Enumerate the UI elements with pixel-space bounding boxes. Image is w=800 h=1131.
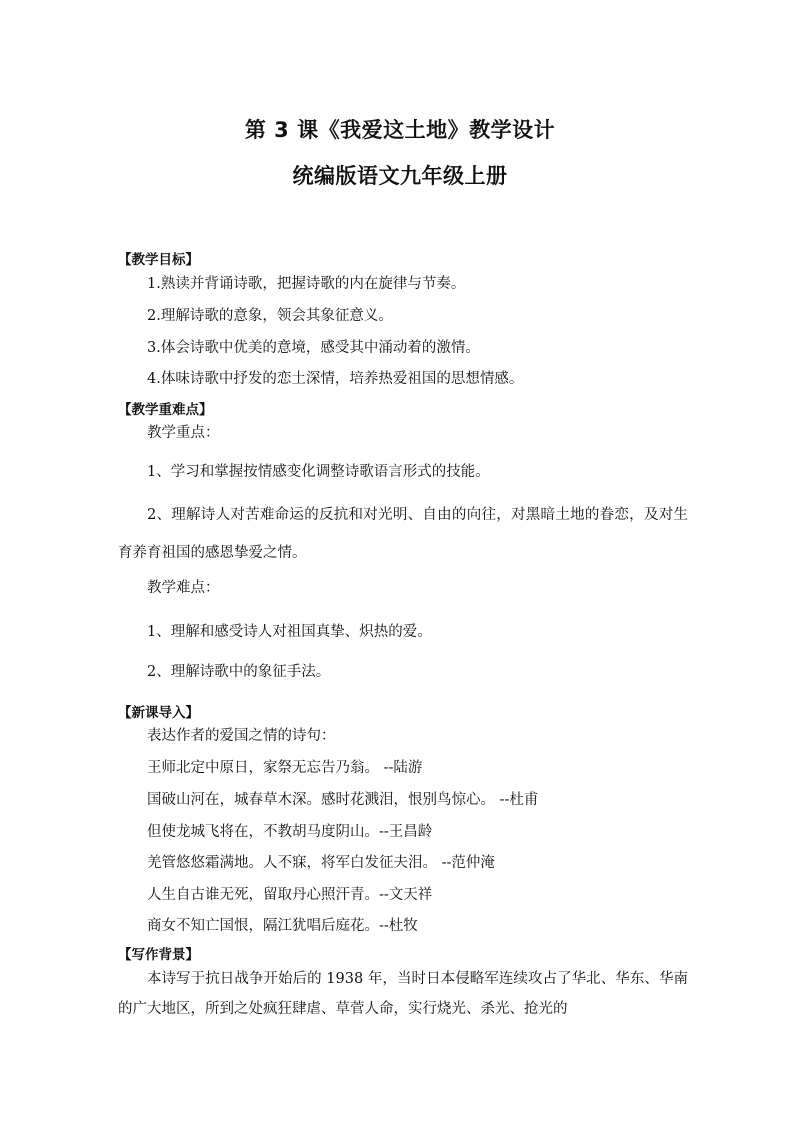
focus-item: 2、理解诗人对苦难命运的反抗和对光明、自由的向往，对黑暗土地的眷恋，及对生育养育祖国的感恩挚爱之情。 [118,507,688,561]
section-heading-objectives: 【教学目标】 [118,252,199,268]
verse-line: 但使龙城飞将在，不教胡马度阴山。--王昌龄 [147,824,433,840]
section-heading-introduction: 【新课导入】 [118,705,199,721]
background-paragraph: 本诗写于抗日战争开始后的 1938 年，当时日本侵略军连续攻占了华北、华东、华南的广大地区，所到之处疯狂肆虐、草菅人命，实行烧光、杀光、抢光的 [118,971,688,1017]
objective-item: 1.熟读并背诵诗歌，把握诗歌的内在旋律与节奏。 [147,276,466,292]
focus-item: 1、学习和掌握按情感变化调整诗歌语言形式的技能。 [147,464,490,480]
difficulty-item: 2、理解诗歌中的象征手法。 [147,664,331,680]
verse-line: 国破山河在，城春草木深。感时花溅泪，恨别鸟惊心。 --杜甫 [147,792,539,808]
verse-line: 商女不知亡国恨，隔江犹唱后庭花。--杜牧 [147,918,418,934]
difficulty-label: 教学难点： [147,580,220,596]
introduction-lead: 表达作者的爱国之情的诗句： [147,728,336,744]
difficulty-item: 1、理解和感受诗人对祖国真挚、炽热的爱。 [147,624,432,640]
objective-item: 2.理解诗歌的意象，领会其象征意义。 [147,308,393,324]
section-heading-background: 【写作背景】 [118,947,199,963]
objective-item: 4.体味诗歌中抒发的恋土深情，培养热爱祖国的思想情感。 [147,371,524,387]
focus-label: 教学重点： [147,425,220,441]
verse-line: 羌管悠悠霜满地。人不寐，将军白发征夫泪。 --范仲淹 [147,855,495,871]
verse-line: 王师北定中原日，家祭无忘告乃翁。 --陆游 [147,760,423,776]
document-title: 第 3 课《我爱这土地》教学设计 [244,118,556,142]
objective-item: 3.体会诗歌中优美的意境，感受其中涌动着的激情。 [147,340,480,356]
document-subtitle: 统编版语文九年级上册 [292,164,508,188]
verse-line: 人生自古谁无死，留取丹心照汗青。--文天祥 [147,887,433,903]
section-heading-key-points: 【教学重难点】 [118,402,213,418]
